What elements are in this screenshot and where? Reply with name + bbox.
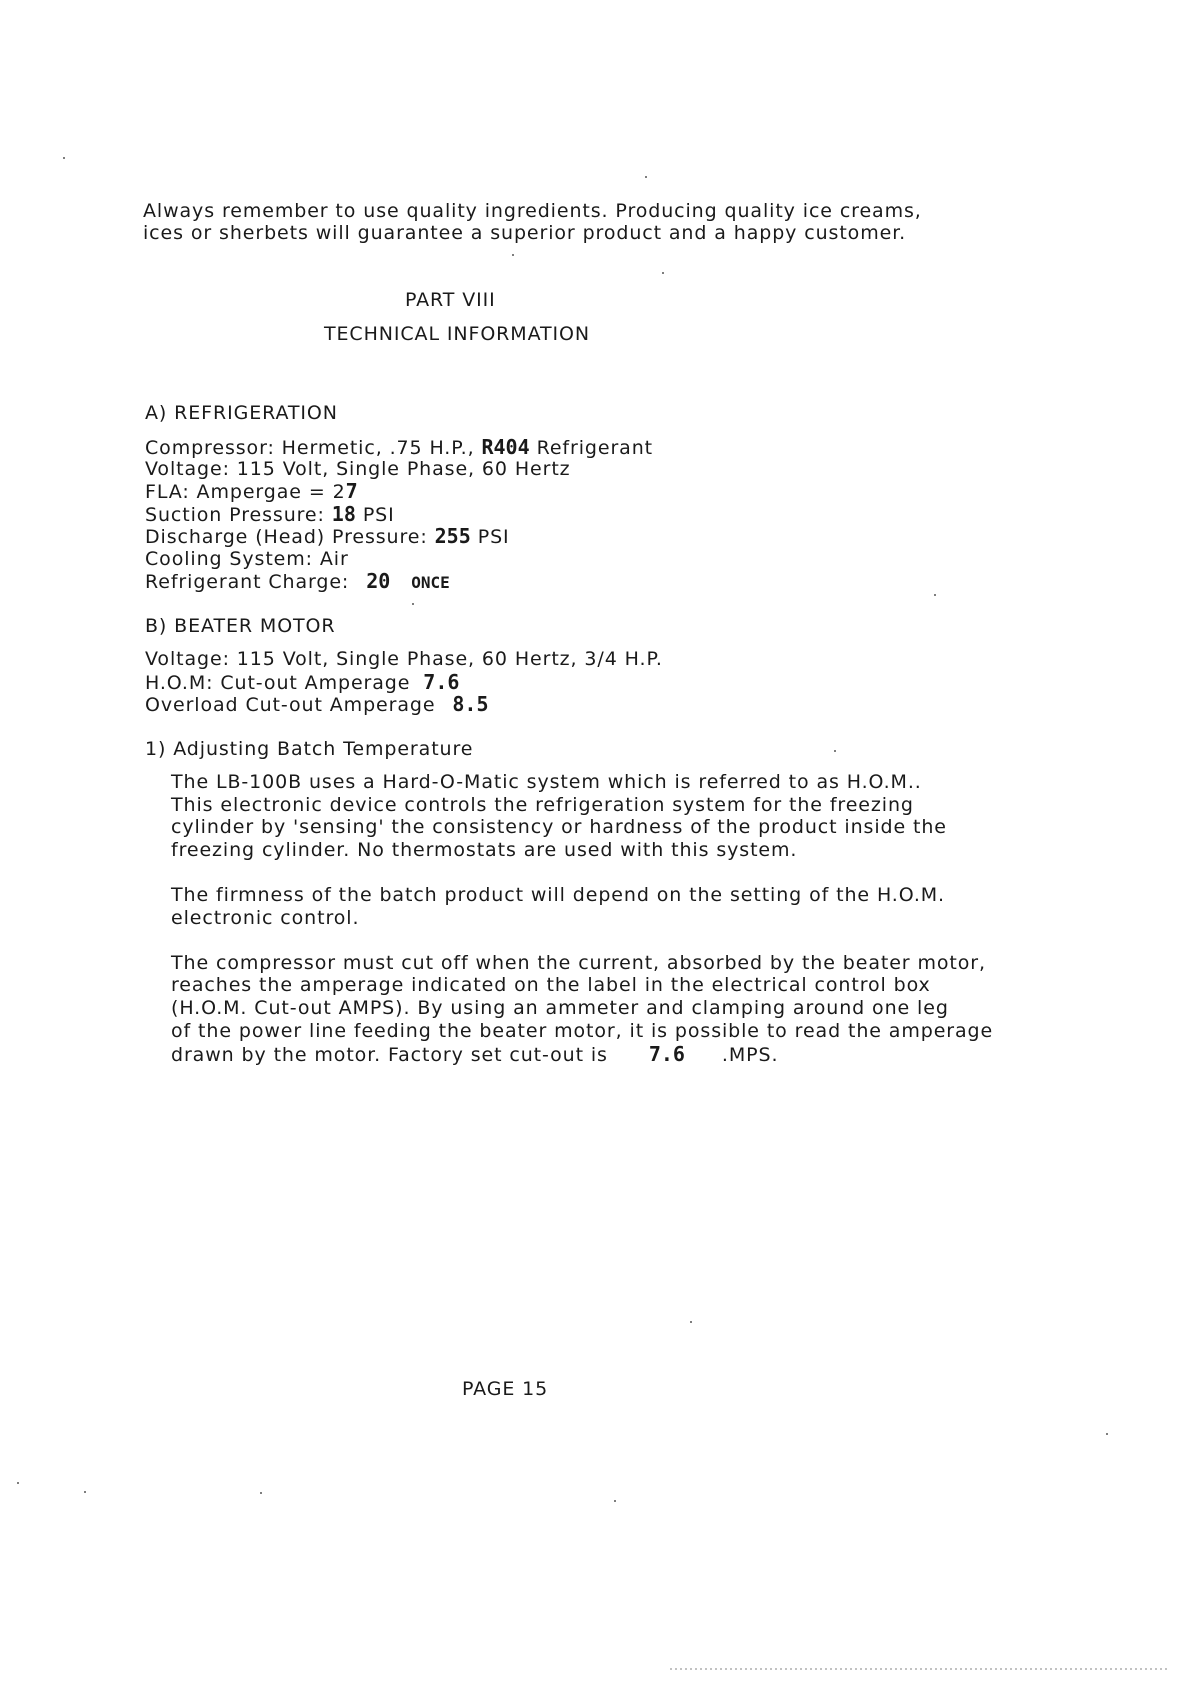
scan-noise-strip (670, 1668, 1170, 1670)
beater-motor-heading: B) BEATER MOTOR (145, 615, 336, 637)
charge-value-handwritten: 20 (366, 569, 391, 593)
beater-voltage: Voltage: 115 Volt, Single Phase, 60 Hertz, 3/4 H.P. (145, 648, 663, 670)
para1-line-2: This electronic device controls the refrigeration system for the freezing (171, 794, 914, 816)
adjusting-heading: 1) Adjusting Batch Temperature (145, 738, 474, 760)
charge-label: Refrigerant Charge: (145, 571, 350, 593)
section-title: TECHNICAL INFORMATION (324, 323, 590, 345)
discharge-unit: PSI (477, 526, 510, 548)
cutout-value-handwritten: 7.6 (648, 1042, 685, 1066)
scan-speck (412, 603, 414, 605)
scan-speck (63, 157, 65, 159)
suction-unit: PSI (362, 504, 395, 526)
cutout-prefix: drawn by the motor. Factory set cut-out is (171, 1044, 608, 1066)
page-number: PAGE 15 (462, 1378, 549, 1400)
scan-speck (934, 594, 936, 596)
para3-line-1: The compressor must cut off when the current, absorbed by the beater motor, (171, 952, 986, 974)
fla-line (145, 479, 358, 504)
scan-speck (645, 176, 647, 178)
part-heading: PART VIII (405, 289, 496, 311)
charge-unit-handwritten: ONCE (411, 573, 450, 592)
para2-line-1: The firmness of the batch product will depend on the setting of the H.O.M. (171, 884, 945, 906)
scan-speck (690, 1321, 692, 1323)
suction-value-handwritten: 18 (331, 502, 356, 526)
compressor-refrigerant-handwritten: R404 (481, 435, 530, 459)
scan-speck (512, 254, 514, 256)
cooling-line: Cooling System: Air (145, 548, 349, 570)
discharge-value-handwritten: 255 (434, 524, 471, 548)
para1-line-1: The LB-100B uses a Hard-O-Matic system which is referred to as H.O.M.. (171, 771, 922, 793)
overload-line (145, 692, 489, 717)
refrigeration-voltage: Voltage: 115 Volt, Single Phase, 60 Hertz (145, 458, 571, 480)
scan-speck (614, 1500, 616, 1502)
scan-speck (1106, 1433, 1108, 1435)
para2-line-2: electronic control. (171, 907, 360, 929)
intro-line-1: Always remember to use quality ingredients. Producing quality ice creams, (143, 200, 922, 222)
fla-value-handwritten: 7 (345, 479, 358, 503)
refrigeration-heading: A) REFRIGERATION (145, 402, 338, 424)
scan-speck (260, 1492, 262, 1494)
scan-speck (662, 272, 664, 274)
fla-label: FLA: Ampergae = 2 (145, 481, 346, 503)
compressor-suffix: Refrigerant (536, 437, 654, 459)
intro-line-2: ices or sherbets will guarantee a superior product and a happy customer. (143, 222, 907, 244)
overload-label: Overload Cut-out Amperage (145, 694, 436, 716)
para3-line-4: of the power line feeding the beater motor, it is possible to read the amperage (171, 1020, 994, 1042)
overload-value-handwritten: 8.5 (452, 692, 489, 716)
charge-line (145, 569, 450, 595)
scan-speck (834, 750, 836, 752)
hom-value-handwritten: 7.6 (423, 670, 460, 694)
discharge-label: Discharge (Head) Pressure: (145, 526, 428, 548)
para3-line-3: (H.O.M. Cut-out AMPS). By using an ammeter and clamping around one leg (171, 997, 949, 1019)
cutout-suffix: .MPS. (721, 1044, 779, 1066)
discharge-line (145, 524, 510, 549)
para1-line-3: cylinder by 'sensing' the consistency or hardness of the product inside the (171, 816, 947, 838)
para3-line-2: reaches the amperage indicated on the label in the electrical control box (171, 974, 931, 996)
para3-line-5 (171, 1042, 778, 1067)
scan-speck (17, 1482, 19, 1484)
hom-label: H.O.M: Cut-out Amperage (145, 672, 411, 694)
para1-line-4: freezing cylinder. No thermostats are used with this system. (171, 839, 798, 861)
scan-speck (84, 1491, 86, 1493)
compressor-label: Compressor: Hermetic, .75 H.P., (145, 437, 475, 459)
suction-label: Suction Pressure: (145, 504, 325, 526)
